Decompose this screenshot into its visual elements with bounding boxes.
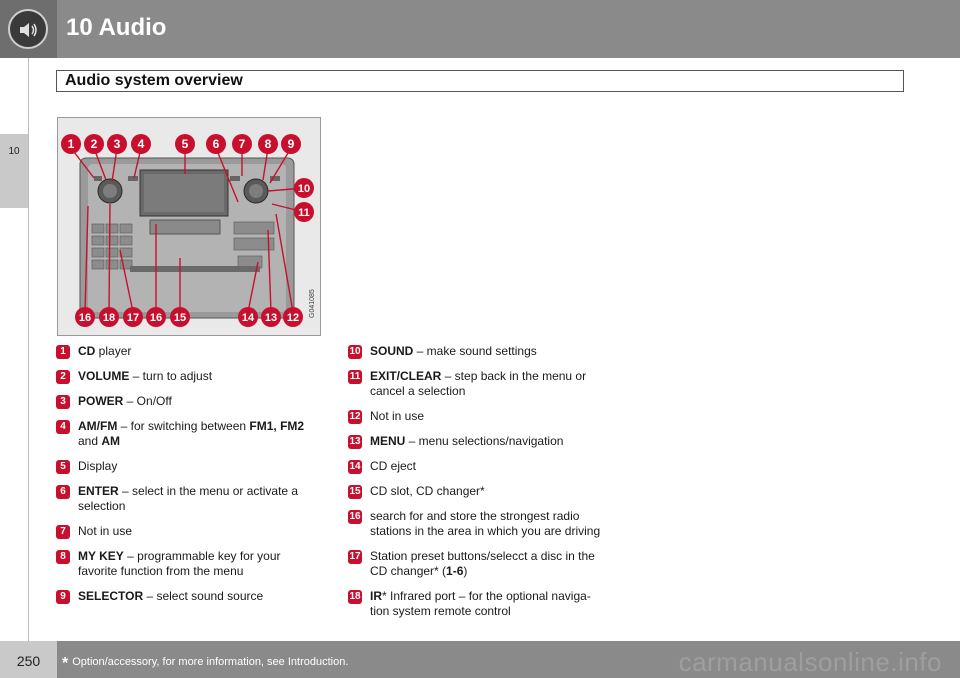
callout-16b: 16 <box>149 312 163 324</box>
page-number-box <box>0 641 57 678</box>
chapter-header <box>0 0 960 58</box>
callout-16a: 16 <box>78 312 92 324</box>
item-number: 1 <box>56 345 70 359</box>
callout-15: 15 <box>173 312 187 324</box>
item-number: 9 <box>56 590 70 604</box>
chapter-side-tab-label: 10 <box>8 146 20 157</box>
item-number: 5 <box>56 460 70 474</box>
page-footer <box>0 641 960 678</box>
callout-7: 7 <box>238 137 246 151</box>
callout-4: 4 <box>137 137 145 151</box>
callout-6: 6 <box>212 137 220 151</box>
audio-panel-illustration <box>57 117 321 336</box>
list-item: 18 IR* Infrared port – for the optional naviga-tion system remote control <box>349 589 591 618</box>
list-item: 5 Display <box>56 459 318 474</box>
list-item: 4 AM/FM – for switching between FM1, FM2 and AM <box>56 419 318 449</box>
item-number: 15 <box>349 486 361 497</box>
side-rule <box>28 58 29 641</box>
callout-18: 18 <box>102 312 116 324</box>
footnote-star: * <box>62 655 69 672</box>
callout-1: 1 <box>67 137 75 151</box>
figure-code: G041085 <box>309 289 316 318</box>
item-number: 18 <box>349 591 361 602</box>
item-number: 17 <box>349 551 361 562</box>
callout-9: 9 <box>287 137 295 151</box>
item-number: 7 <box>56 525 70 539</box>
item-number: 14 <box>349 461 361 472</box>
list-item: 1 CD player <box>56 344 318 359</box>
item-number: 2 <box>56 370 70 384</box>
speaker-icon <box>8 9 48 49</box>
item-number: 4 <box>56 420 70 434</box>
item-number: 3 <box>56 395 70 409</box>
list-item: 17 Station preset buttons/selecct a disc in the CD changer* (1-6) <box>349 549 595 578</box>
callout-13: 13 <box>264 312 278 324</box>
item-number: 10 <box>349 346 361 357</box>
section-title-bar <box>56 70 904 92</box>
list-item: 9 SELECTOR – select sound source <box>56 589 318 604</box>
item-number: 6 <box>56 485 70 499</box>
chapter-title: 10 Audio <box>66 14 167 41</box>
item-number: 12 <box>349 411 361 422</box>
callout-14: 14 <box>241 312 255 324</box>
watermark: carmanualsonline.info <box>678 647 942 677</box>
list-item: 14 CD eject <box>349 459 417 473</box>
callout-3: 3 <box>113 137 121 151</box>
callout-list-right <box>348 344 610 629</box>
callout-2: 2 <box>90 137 98 151</box>
item-number: 16 <box>349 511 361 522</box>
callout-12: 12 <box>286 312 300 324</box>
list-item: 13 MENU – menu selections/navigation <box>349 434 564 448</box>
list-item: 8 MY KEY – programmable key for your favorite function from the menu <box>56 549 318 579</box>
list-item: 12 Not in use <box>349 409 425 423</box>
list-item: 11 EXIT/CLEAR – step back in the menu or cancel a selection <box>349 369 587 398</box>
list-item: 15 CD slot, CD changer* <box>349 484 485 498</box>
callout-5: 5 <box>181 137 189 151</box>
footnote-text: Option/accessory, for more information, see Introduction. <box>72 656 349 668</box>
callout-11: 11 <box>298 207 310 219</box>
list-item: 7 Not in use <box>56 524 318 539</box>
item-number: 13 <box>349 436 361 447</box>
list-item: 3 POWER – On/Off <box>56 394 318 409</box>
footnote <box>62 655 348 673</box>
list-item: 10 SOUND – make sound settings <box>349 344 537 358</box>
audio-panel-drawing <box>58 118 320 335</box>
list-item: 6 ENTER – select in the menu or activate a selection <box>56 484 318 514</box>
callout-10: 10 <box>297 183 311 195</box>
callout-17: 17 <box>126 312 140 324</box>
list-item: 16 search for and store the strongest radio stations in the area in which you are driving <box>349 509 601 538</box>
item-number: 11 <box>349 371 361 382</box>
page-number: 250 <box>16 653 41 669</box>
section-title: Audio system overview <box>65 72 243 89</box>
item-number: 8 <box>56 550 70 564</box>
callout-8: 8 <box>264 137 272 151</box>
list-item: 2 VOLUME – turn to adjust <box>56 369 318 384</box>
callout-list-left <box>56 344 318 614</box>
